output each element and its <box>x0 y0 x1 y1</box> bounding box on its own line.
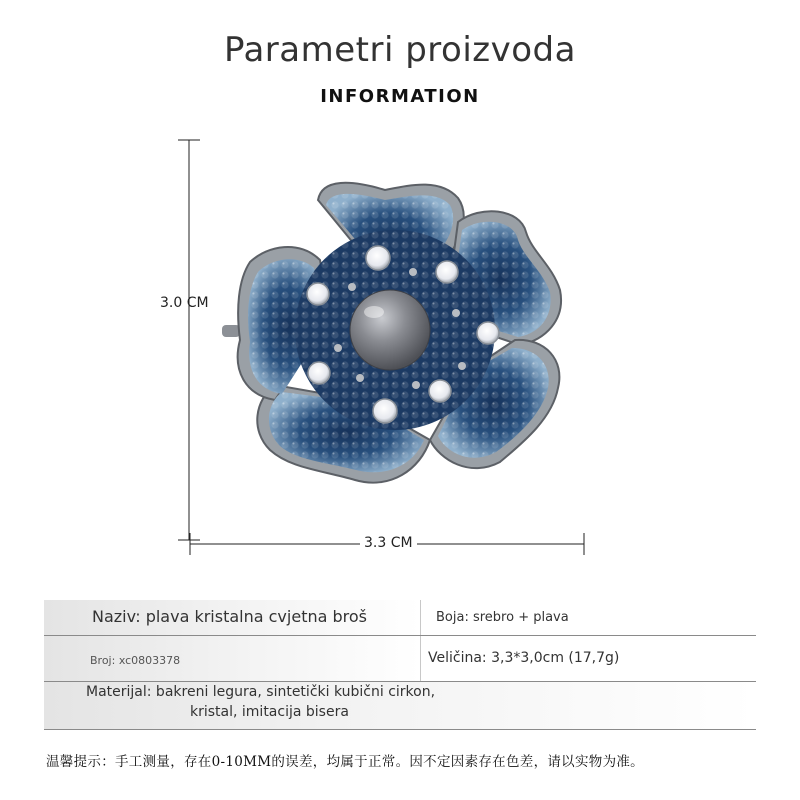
height-dimension-label: 3.0 CM <box>160 295 209 311</box>
page-subtitle: INFORMATION <box>320 86 480 107</box>
spec-materijal-line1: Materijal: bakreni legura, sintetički kubični cirkon, <box>86 684 436 700</box>
width-dimension-label: 3.3 CM <box>360 535 417 551</box>
spec-broj: Broj: xc0803378 <box>90 654 181 667</box>
spec-velicina: Veličina: 3,3*3,0cm (17,7g) <box>428 650 620 666</box>
spec-row-material <box>44 682 756 730</box>
page-title: Parametri proizvoda <box>224 30 576 70</box>
footer-note: 温馨提示：手工测量，存在0-10MM的误差，均属于正常。因不定因素存在色差，请以实物为准。 <box>46 754 644 770</box>
spec-naziv: Naziv: plava kristalna cvjetna broš <box>92 607 367 626</box>
spec-row-number <box>44 636 756 682</box>
flower-brooch-icon <box>222 183 561 483</box>
spec-table <box>44 600 756 730</box>
spec-boja: Boja: srebro + plava <box>436 610 569 625</box>
height-dimension-line <box>178 140 200 540</box>
spec-materijal-line2: kristal, imitacija bisera <box>190 704 349 720</box>
spec-row-name <box>44 600 756 636</box>
